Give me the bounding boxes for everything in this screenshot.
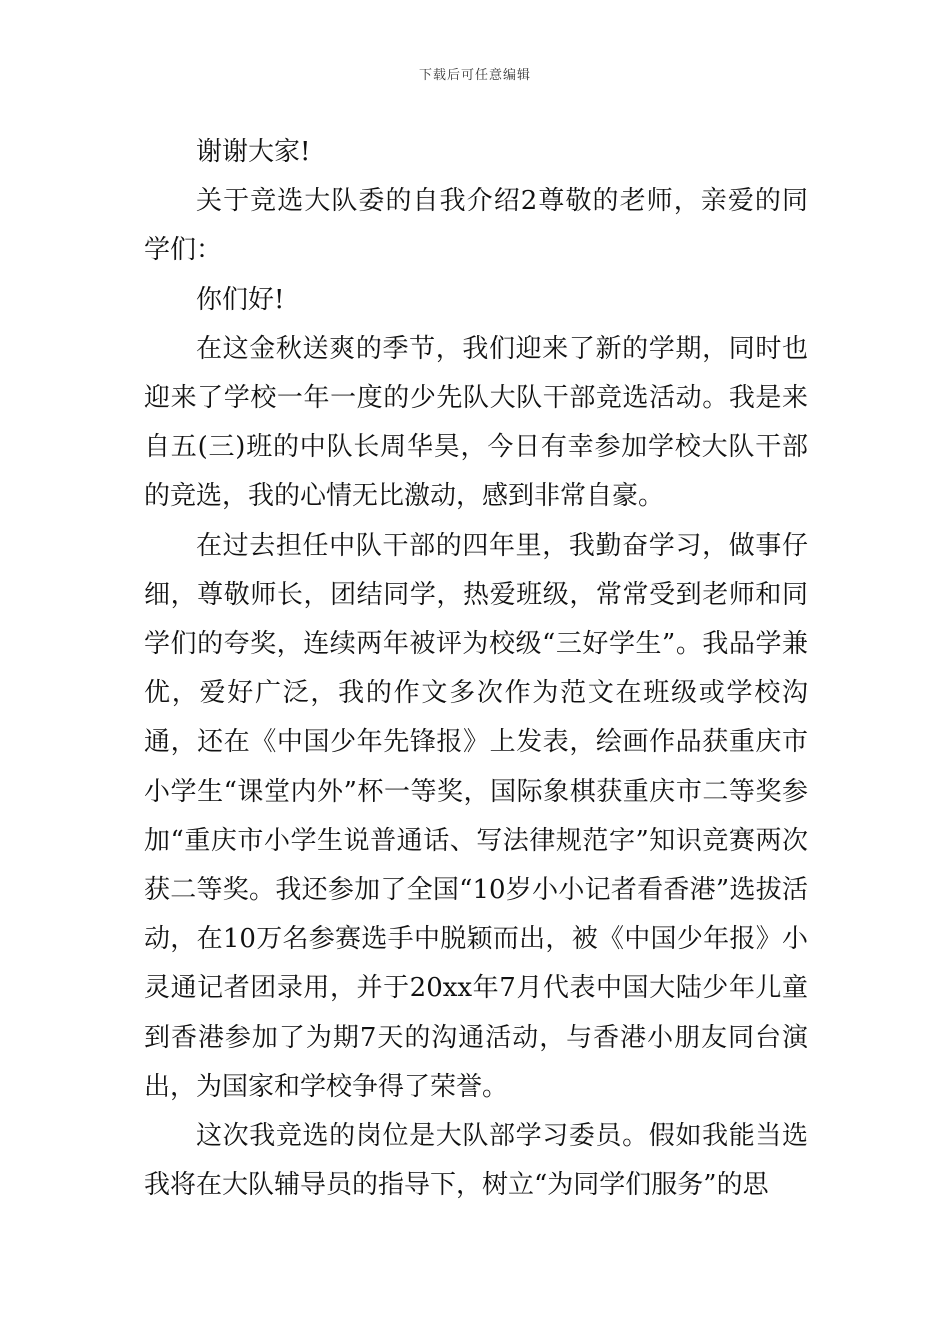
paragraph-thanks: 谢谢大家! <box>196 137 311 167</box>
paragraph-achievements: 在过去担任中队干部的四年里，我勤奋学习，做事仔细，尊敬师长，团结同学，热爱班级，常常受到老师和同学们的夸奖，连续两年被评为校级“三好学生”。我品学兼优，爱好广泛，我的作文多次作为范文在班级或学校沟通，还在《中国少年先锋报》上发表，绘画作品获重庆市小学生“课堂内外”杯一等奖，国际象棋获重庆市二等奖参加“重庆市小学生说普通话、写法律规范字”知识竞赛两次获二等奖。我还参加了全国“10岁小小记者看香港”选拔活动，在10万名参赛选手中脱颖而出，被《中国少年报》小灵通记者团录用，并于20xx年7月代表中国大陆少年儿童到香港参加了为期7天的沟通活动，与香港小朋友同台演出，为国家和学校争得了荣誉。 <box>144 530 808 1102</box>
paragraph-introduction: 在这金秋送爽的季节，我们迎来了新的学期，同时也迎来了学校一年一度的少先队大队干部竞选活动。我是来自五(三)班的中队长周华昊，今日有幸参加学校大队干部的竞选，我的心情无比激动，感到非常自豪。 <box>144 333 808 512</box>
document-body <box>144 128 808 1210</box>
paragraph-hello: 你们好! <box>196 284 285 315</box>
paragraph-position: 这次我竞选的岗位是大队部学习委员。假如我能当选我将在大队辅导员的指导下，树立“为同学们服务”的思 <box>144 1121 808 1201</box>
page-header: 下载后可任意编辑 <box>418 68 531 83</box>
paragraph-title-greeting: 关于竞选大队委的自我介绍2尊敬的老师，亲爱的同学们： <box>144 186 808 266</box>
